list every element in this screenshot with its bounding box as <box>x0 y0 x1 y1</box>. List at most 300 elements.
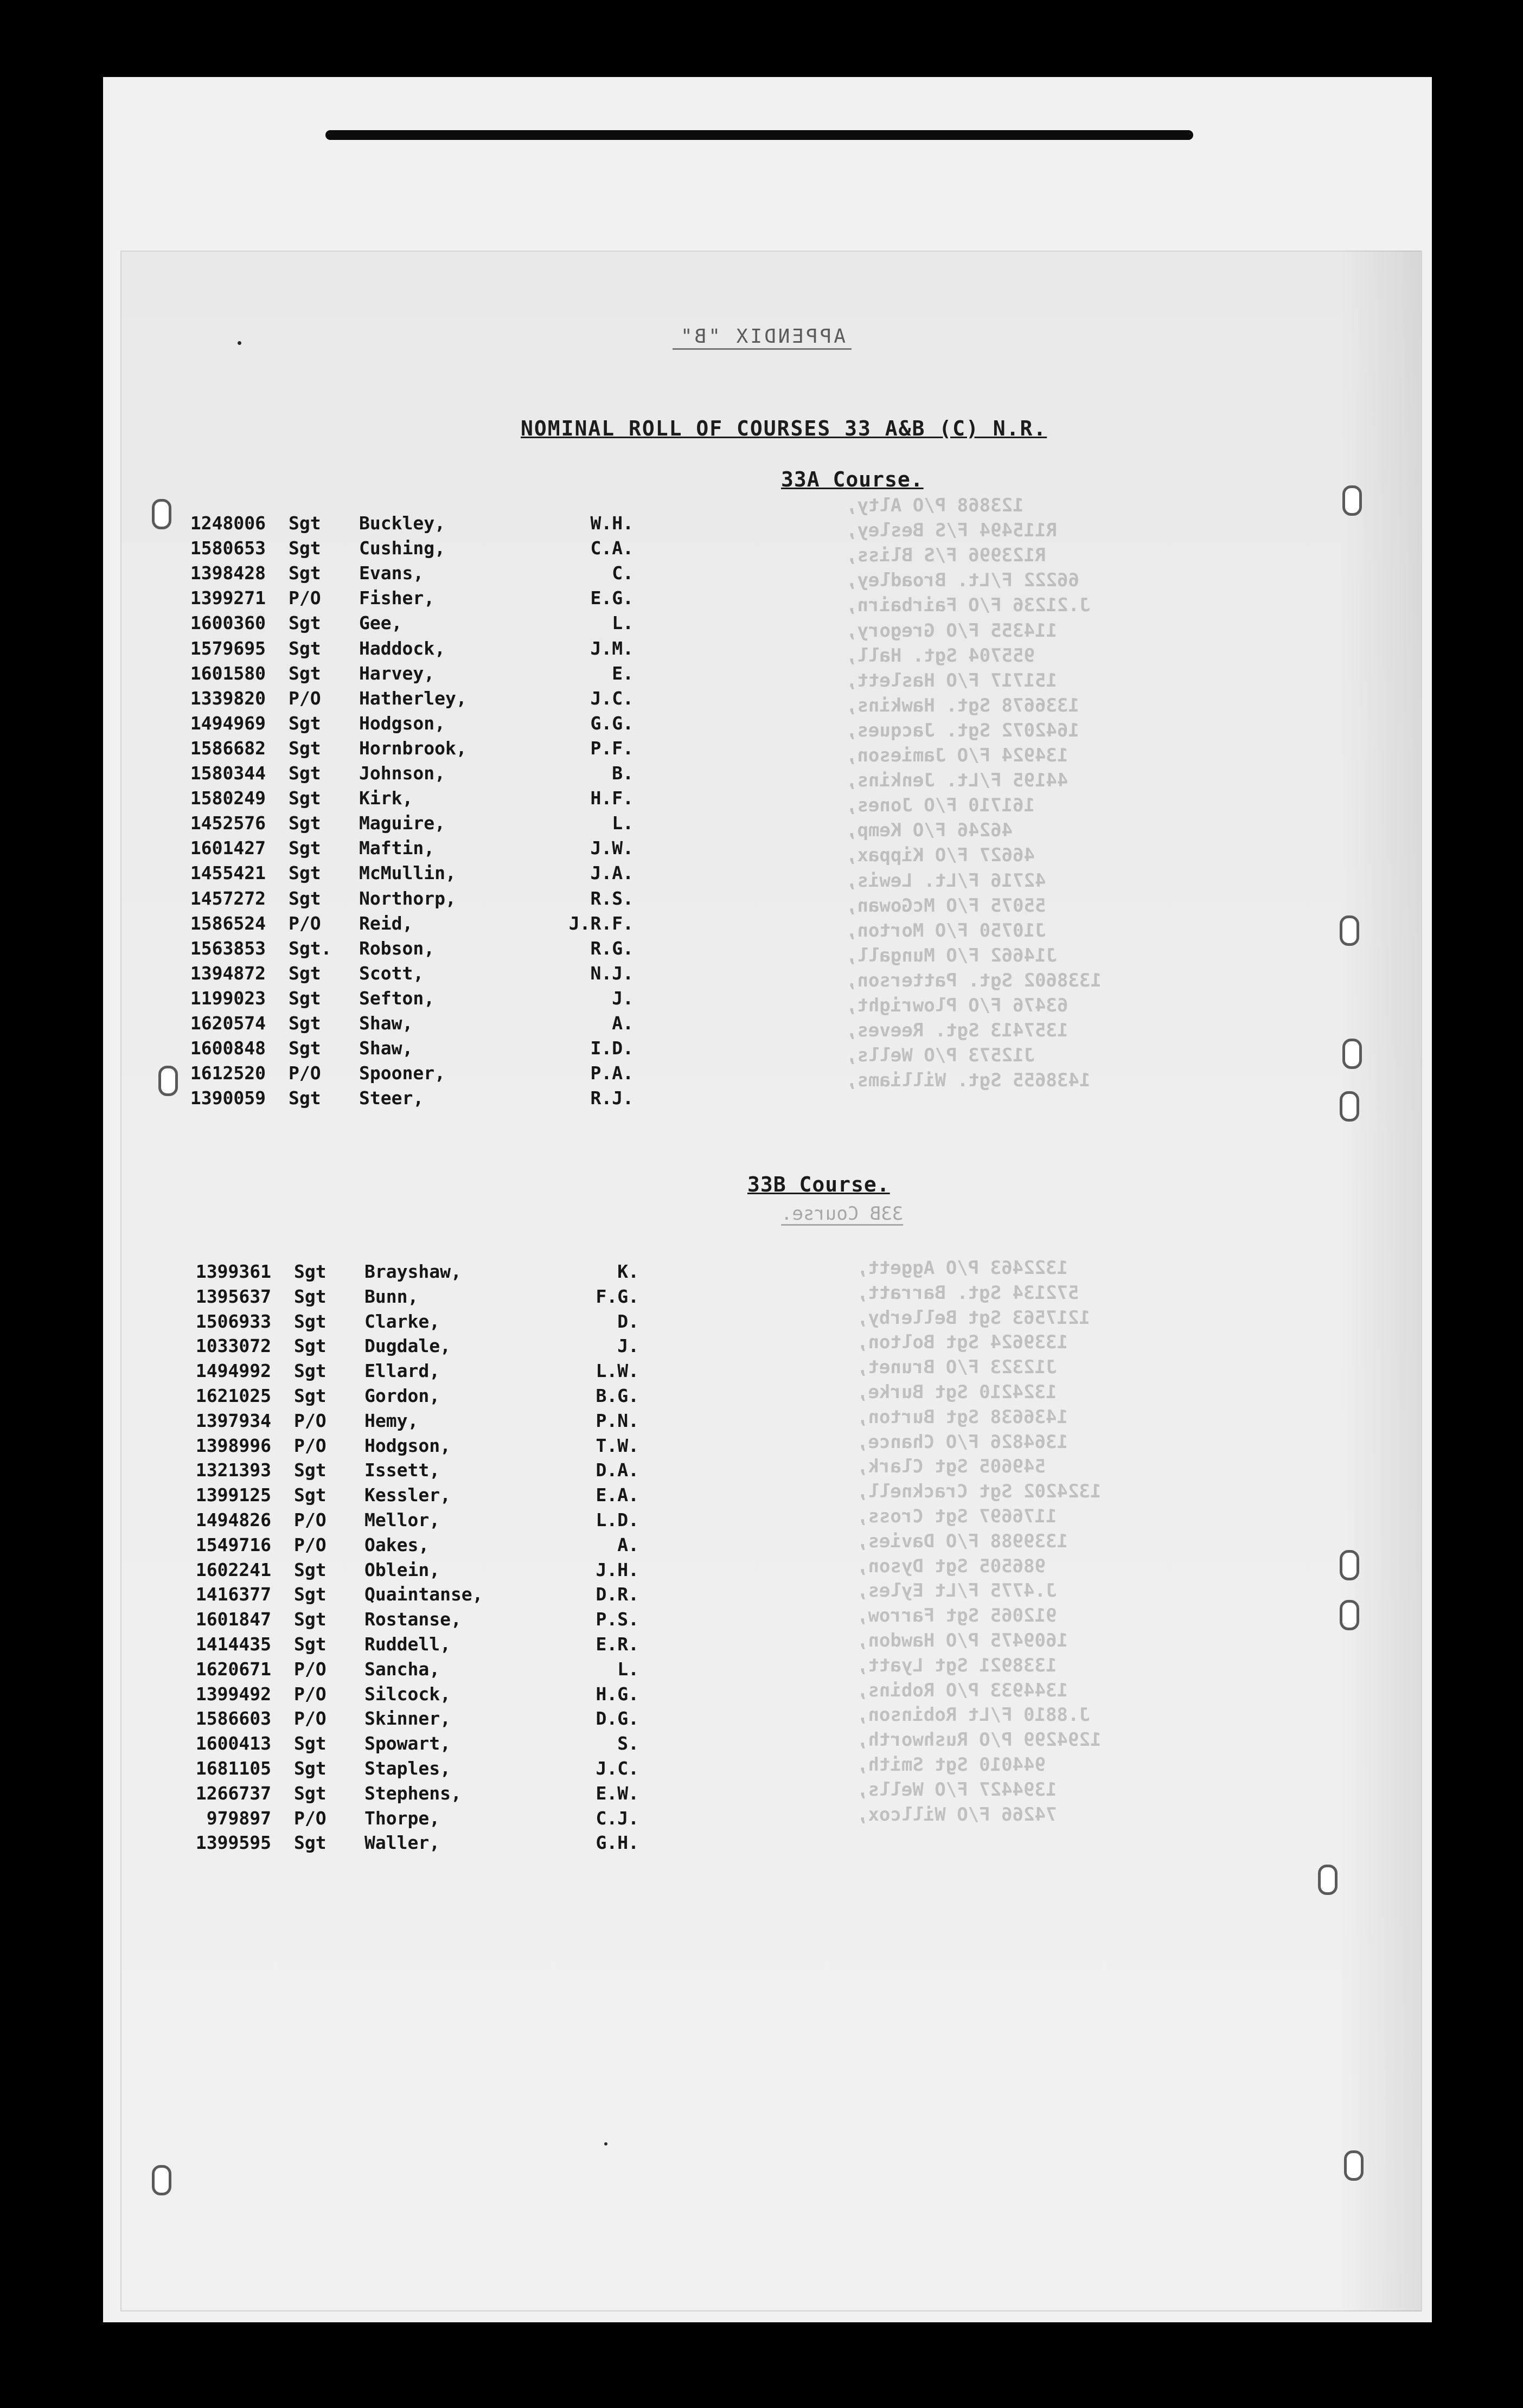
rank: Sgt <box>294 1261 327 1282</box>
initials: R.S. <box>590 887 633 909</box>
rank: Sgt <box>294 1484 327 1506</box>
showthrough-line: 55075 F/O McGowan, <box>846 894 1046 917</box>
showthrough-line: R123996 F/S Bliss, <box>846 545 1046 567</box>
roll-row <box>163 1086 640 1111</box>
initials: G.G. <box>590 712 633 734</box>
roll-row <box>163 761 640 786</box>
showthrough-line: 123868 P/O Alty, <box>846 495 1024 516</box>
showthrough-line: 1344933 P/O Robins, <box>857 1679 1068 1701</box>
initials: D.A. <box>596 1459 639 1481</box>
roll-row <box>168 1259 645 1284</box>
roll-row <box>163 636 640 661</box>
roll-row <box>168 1533 645 1558</box>
service-number: 1579695 <box>190 637 266 659</box>
surname: Quaintanse, <box>364 1584 483 1605</box>
roll-row <box>163 1036 640 1061</box>
initials: G.H. <box>596 1832 639 1854</box>
roll-row <box>168 1483 645 1508</box>
showthrough-line: J12573 P/O Wells, <box>846 1045 1035 1067</box>
initials: S. <box>617 1733 639 1754</box>
showthrough-line: 46246 F/O Kemp, <box>846 819 1013 842</box>
service-number: 1600848 <box>190 1038 266 1059</box>
surname: Hodgson, <box>359 712 445 734</box>
roll-row <box>163 611 640 636</box>
showthrough-line: 1609475 P/O Hawdon, <box>857 1630 1068 1651</box>
roll-row <box>168 1309 645 1334</box>
initials: J.R.F. <box>568 912 633 934</box>
surname: Silcock, <box>364 1683 451 1705</box>
initials: B.G. <box>596 1385 639 1406</box>
surname: Dugdale, <box>364 1335 451 1357</box>
surname: Thorpe, <box>364 1807 440 1829</box>
surname: Cushing, <box>359 537 445 559</box>
initials: L. <box>612 612 633 634</box>
rank: P/O <box>294 1683 327 1705</box>
surname: Hemy, <box>364 1410 419 1431</box>
surname: Robson, <box>359 937 435 959</box>
surname: Sefton, <box>359 987 435 1009</box>
initials: L.W. <box>596 1360 639 1382</box>
showthrough-line: R115494 F/S Besley, <box>846 520 1057 542</box>
showthrough-line: 1339988 F/O Davies, <box>857 1530 1068 1552</box>
service-number: 1602241 <box>195 1559 271 1580</box>
roll-row <box>168 1632 645 1657</box>
roll-row <box>163 811 640 836</box>
service-number: 1620574 <box>190 1013 266 1034</box>
roll-row <box>168 1830 645 1855</box>
punch-hole-icon <box>1342 1039 1362 1069</box>
rank: Sgt. <box>289 937 332 959</box>
showthrough-line: J.4775 F/Lt Eyles, <box>857 1580 1057 1602</box>
service-number: 1549716 <box>195 1534 271 1555</box>
showthrough-line: 1336678 Sgt. Hawkins, <box>846 694 1079 716</box>
showthrough-line: 549605 Sgt Clark, <box>857 1456 1046 1478</box>
document-title: NOMINAL ROLL OF COURSES 33 A&B (C) N.R. <box>521 417 1047 440</box>
surname: Maguire, <box>359 812 445 834</box>
showthrough-line: J.8810 F/Lt Robinson, <box>857 1704 1090 1726</box>
service-number: 1586603 <box>195 1708 271 1730</box>
surname: Waller, <box>364 1832 440 1854</box>
service-number: 1033072 <box>195 1335 271 1357</box>
surname: Scott, <box>359 962 424 984</box>
roll-row <box>168 1806 645 1831</box>
rank: Sgt <box>294 1459 327 1481</box>
rank: Sgt <box>294 1335 327 1357</box>
initials: N.J. <box>590 962 633 984</box>
surname: Haddock, <box>359 637 445 659</box>
service-number: 1399595 <box>195 1832 271 1854</box>
rank: P/O <box>289 1062 321 1084</box>
surname: Buckley, <box>359 513 445 534</box>
roll-row <box>168 1408 645 1433</box>
roll-row <box>168 1756 645 1781</box>
page-fold-shadow <box>1340 251 1421 2311</box>
surname: Hodgson, <box>364 1434 451 1456</box>
rank: Sgt <box>289 737 321 759</box>
surname: Evans, <box>359 562 424 584</box>
roll-row <box>163 1061 640 1086</box>
service-number: 1601847 <box>195 1609 271 1630</box>
punch-hole-icon <box>152 2165 171 2195</box>
surname: Clarke, <box>364 1310 440 1332</box>
service-number: 1455421 <box>190 862 266 884</box>
service-number: 1601580 <box>190 662 266 684</box>
initials: E.R. <box>596 1634 639 1655</box>
roll-row <box>168 1458 645 1483</box>
initials: D. <box>617 1310 639 1332</box>
service-number: 1399125 <box>195 1484 271 1506</box>
rank: Sgt <box>294 1559 327 1580</box>
initials: L.D. <box>596 1509 639 1530</box>
rank: Sgt <box>289 837 321 859</box>
roll-row <box>168 1433 645 1458</box>
punch-hole-icon <box>1342 485 1362 516</box>
rank: Sgt <box>294 1758 327 1779</box>
showthrough-line: 1642072 Sgt. Jacques, <box>846 719 1079 741</box>
surname: Gee, <box>359 612 402 634</box>
showthrough-line: J12323 F/O Brunet, <box>857 1356 1057 1379</box>
roll-row <box>168 1706 645 1731</box>
ink-speck <box>238 341 241 345</box>
surname: Kessler, <box>364 1484 451 1506</box>
initials: L. <box>612 812 633 834</box>
service-number: 1199023 <box>190 987 266 1009</box>
surname: Northorp, <box>359 887 456 909</box>
rank: Sgt <box>289 637 321 659</box>
initials: D.R. <box>596 1584 639 1605</box>
appendix-heading-showthrough: APPENDIX "B" <box>673 325 852 348</box>
showthrough-line: 66222 F/Lt. Broadley, <box>846 569 1079 592</box>
punch-hole-icon <box>1340 1550 1359 1580</box>
initials: E.W. <box>596 1782 639 1804</box>
roll-row <box>163 561 640 586</box>
initials: P.N. <box>596 1410 639 1431</box>
service-number: 1321393 <box>195 1459 271 1481</box>
service-number: 1266737 <box>195 1782 271 1804</box>
punch-hole-icon <box>1318 1865 1338 1895</box>
service-number: 1414435 <box>195 1634 271 1655</box>
initials: J.H. <box>596 1559 639 1580</box>
surname: Stephens, <box>364 1782 462 1804</box>
showthrough-line: J10750 F/O Morton, <box>846 919 1046 942</box>
service-number: 1248006 <box>190 513 266 534</box>
service-number: 1601427 <box>190 837 266 859</box>
initials: J. <box>612 987 633 1009</box>
surname: Skinner, <box>364 1708 451 1730</box>
showthrough-line: 134924 F/O Jamieson, <box>846 745 1068 766</box>
initials: H.F. <box>590 787 633 809</box>
rank: P/O <box>289 687 321 709</box>
punch-hole-icon <box>1340 1600 1359 1630</box>
showthrough-line: 44195 F/Lt. Jenkins, <box>846 770 1068 792</box>
rank: Sgt <box>289 962 321 984</box>
initials: C.A. <box>590 537 633 559</box>
rank: Sgt <box>289 1087 321 1109</box>
roll-row <box>163 911 640 936</box>
roll-row <box>163 736 640 761</box>
service-number: 1620671 <box>195 1658 271 1680</box>
showthrough-line: 1217563 Sgt Bellerby, <box>857 1307 1090 1329</box>
punch-hole-icon <box>1344 2150 1364 2181</box>
roll-row <box>168 1731 645 1756</box>
rank: P/O <box>294 1534 327 1555</box>
service-number: 1600360 <box>190 612 266 634</box>
service-number: 1621025 <box>195 1385 271 1406</box>
rank: Sgt <box>289 712 321 734</box>
roll-row <box>163 536 640 561</box>
rank: P/O <box>294 1410 327 1431</box>
top-rule-line <box>325 130 1193 140</box>
rank: Sgt <box>294 1733 327 1754</box>
showthrough-line: 1324210 Sgt Burke, <box>857 1381 1057 1403</box>
showthrough-line: 986505 Sgt Dyson, <box>857 1555 1046 1577</box>
roll-row <box>163 586 640 611</box>
showthrough-line: 1357413 Sgt. Reeves, <box>846 1020 1068 1042</box>
initials: J.C. <box>596 1758 639 1779</box>
roll-row <box>163 836 640 861</box>
service-number: 1681105 <box>195 1758 271 1779</box>
surname: Hornbrook, <box>359 737 467 759</box>
roll-row <box>168 1384 645 1408</box>
service-number: 1612520 <box>190 1062 266 1084</box>
showthrough-line: 114355 F/O Gregory, <box>846 619 1057 642</box>
roll-row <box>163 511 640 536</box>
surname: Bunn, <box>364 1285 419 1307</box>
service-number: 1580653 <box>190 537 266 559</box>
service-number: 1399271 <box>190 587 266 609</box>
showthrough-line: 1338921 Sgt Lyatt, <box>857 1654 1057 1676</box>
roll-row <box>168 1334 645 1359</box>
showthrough-line: 1394427 F/O Wells, <box>857 1778 1057 1801</box>
showthrough-line: J14662 F/O Mungall, <box>846 944 1057 966</box>
roll-row <box>168 1359 645 1384</box>
roll-row <box>168 1508 645 1533</box>
rank: Sgt <box>294 1634 327 1655</box>
initials: P.S. <box>596 1609 639 1630</box>
showthrough-line: 1339624 Sgt Bolton, <box>857 1331 1068 1354</box>
roll-row <box>168 1582 645 1607</box>
surname: Kirk, <box>359 787 413 809</box>
service-number: 1390059 <box>190 1087 266 1109</box>
initials: D.G. <box>596 1708 639 1730</box>
initials: J.A. <box>590 862 633 884</box>
rank: Sgt <box>294 1360 327 1382</box>
service-number: 1494826 <box>195 1509 271 1530</box>
rank: Sgt <box>294 1285 327 1307</box>
rank: Sgt <box>294 1584 327 1605</box>
surname: Issett, <box>364 1459 440 1481</box>
initials: F.G. <box>596 1285 639 1307</box>
surname: Ruddell, <box>364 1634 451 1655</box>
roll-row <box>163 986 640 1011</box>
rank: Sgt <box>289 787 321 809</box>
initials: K. <box>617 1261 639 1282</box>
rank: P/O <box>289 587 321 609</box>
rank: Sgt <box>294 1310 327 1332</box>
surname: Spowart, <box>364 1733 451 1754</box>
initials: E.A. <box>596 1484 639 1506</box>
initials: I.D. <box>590 1038 633 1059</box>
rank: Sgt <box>289 612 321 634</box>
section-b-heading-showthrough: 33B Course. <box>781 1203 904 1225</box>
service-number: 979897 <box>206 1807 271 1829</box>
service-number: 1398996 <box>195 1434 271 1456</box>
rank: Sgt <box>289 513 321 534</box>
rank: Sgt <box>289 662 321 684</box>
surname: Shaw, <box>359 1013 413 1034</box>
showthrough-line: 1294299 P/O Rushworth, <box>857 1729 1102 1751</box>
roll-row <box>163 936 640 961</box>
initials: W.H. <box>590 513 633 534</box>
initials: A. <box>617 1534 639 1555</box>
service-number: 1506933 <box>195 1310 271 1332</box>
showthrough-line: 1436638 Sgt Burton, <box>857 1406 1068 1428</box>
showthrough-line: 1176697 Sgt Cross, <box>857 1506 1057 1527</box>
showthrough-line: 1364826 F/O Chance, <box>857 1431 1068 1453</box>
rank: Sgt <box>289 862 321 884</box>
roll-row <box>168 1558 645 1583</box>
rank: Sgt <box>289 1038 321 1059</box>
roll-row <box>163 686 640 711</box>
rank: Sgt <box>289 562 321 584</box>
surname: Oblein, <box>364 1559 440 1580</box>
showthrough-line: 1338602 Sgt. Patterson, <box>846 969 1102 991</box>
initials: A. <box>612 1013 633 1034</box>
roll-row <box>163 711 640 736</box>
service-number: 1395637 <box>195 1285 271 1307</box>
punch-hole-icon <box>1340 1091 1359 1122</box>
section-a-heading: 33A Course. <box>781 467 924 491</box>
service-number: 1399492 <box>195 1683 271 1705</box>
surname: Ellard, <box>364 1360 440 1382</box>
ink-speck <box>604 2142 607 2146</box>
initials: H.G. <box>596 1683 639 1705</box>
roll-row <box>163 1011 640 1036</box>
showthrough-line: 944010 Sgt Smith, <box>857 1754 1046 1776</box>
initials: R.J. <box>590 1087 633 1109</box>
service-number: 1452576 <box>190 812 266 834</box>
rank: Sgt <box>294 1782 327 1804</box>
showthrough-line: 955704 Sgt. Hall, <box>846 644 1035 667</box>
showthrough-line: 42716 F/Lt. Lewis, <box>846 869 1046 892</box>
roll-row <box>168 1284 645 1309</box>
roll-row <box>168 1607 645 1632</box>
rank: Sgt <box>294 1385 327 1406</box>
initials: P.F. <box>590 737 633 759</box>
service-number: 1399361 <box>195 1261 271 1282</box>
service-number: 1397934 <box>195 1410 271 1431</box>
roll-row <box>163 786 640 811</box>
surname: Fisher, <box>359 587 435 609</box>
surname: Staples, <box>364 1758 451 1779</box>
showthrough-line: 1438655 Sgt. Williams, <box>846 1069 1091 1092</box>
roll-row <box>163 861 640 886</box>
showthrough-line: 74266 F/O Willcox, <box>857 1803 1057 1826</box>
initials: T.W. <box>596 1434 639 1456</box>
service-number: 1416377 <box>195 1584 271 1605</box>
roll-row <box>168 1657 645 1682</box>
surname: Spooner, <box>359 1062 445 1084</box>
surname: Steer, <box>359 1087 424 1109</box>
surname: Sancha, <box>364 1658 440 1680</box>
service-number: 1586524 <box>190 912 266 934</box>
service-number: 1339820 <box>190 687 266 709</box>
service-number: 1563853 <box>190 937 266 959</box>
showthrough-line: 1324202 Sgt Cracknell, <box>857 1481 1102 1503</box>
surname: Hatherley, <box>359 687 467 709</box>
surname: McMullin, <box>359 862 456 884</box>
initials: P.A. <box>590 1062 633 1084</box>
rank: Sgt <box>289 812 321 834</box>
section-b-heading: 33B Course. <box>747 1173 890 1196</box>
service-number: 1586682 <box>190 737 266 759</box>
rank: Sgt <box>294 1609 327 1630</box>
surname: Shaw, <box>359 1038 413 1059</box>
rank: P/O <box>294 1509 327 1530</box>
initials: E.G. <box>590 587 633 609</box>
roll-row <box>163 661 640 686</box>
surname: Brayshaw, <box>364 1261 462 1282</box>
surname: Maftin, <box>359 837 435 859</box>
rank: P/O <box>294 1434 327 1456</box>
initials: J.W. <box>590 837 633 859</box>
initials: C. <box>612 562 633 584</box>
surname: Harvey, <box>359 662 435 684</box>
service-number: 1494969 <box>190 712 266 734</box>
surname: Rostanse, <box>364 1609 462 1630</box>
service-number: 1398428 <box>190 562 266 584</box>
service-number: 1494992 <box>195 1360 271 1382</box>
showthrough-line: 151717 F/O Haslett, <box>846 669 1057 691</box>
initials: B. <box>612 763 633 784</box>
rank: Sgt <box>289 1013 321 1034</box>
initials: R.G. <box>590 937 633 959</box>
initials: J. <box>617 1335 639 1357</box>
initials: E. <box>612 662 633 684</box>
rank: Sgt <box>289 537 321 559</box>
surname: Johnson, <box>359 763 445 784</box>
showthrough-line: 63476 F/O Plowright, <box>846 995 1068 1016</box>
service-number: 1580344 <box>190 763 266 784</box>
service-number: 1457272 <box>190 887 266 909</box>
rank: Sgt <box>289 887 321 909</box>
showthrough-line: 46627 F/O Kippax, <box>846 844 1035 867</box>
surname: Mellor, <box>364 1509 440 1530</box>
roll-row <box>163 886 640 911</box>
rank: Sgt <box>289 763 321 784</box>
surname: Reid, <box>359 912 413 934</box>
showthrough-line: 572134 Sgt. Barratt, <box>857 1282 1079 1304</box>
service-number: 1394872 <box>190 962 266 984</box>
surname: Oakes, <box>364 1534 430 1555</box>
roll-row <box>168 1781 645 1806</box>
rank: P/O <box>294 1708 327 1730</box>
service-number: 1600413 <box>195 1733 271 1754</box>
rank: Sgt <box>294 1832 327 1854</box>
rank: Sgt <box>289 987 321 1009</box>
initials: C.J. <box>596 1807 639 1829</box>
initials: J.C. <box>590 687 633 709</box>
initials: L. <box>617 1658 639 1680</box>
initials: J.M. <box>590 637 633 659</box>
showthrough-line: J.21236 F/O Fairbairn, <box>846 594 1091 617</box>
rank: P/O <box>289 912 321 934</box>
roll-row <box>168 1682 645 1707</box>
rank: P/O <box>294 1807 327 1829</box>
roll-row <box>163 961 640 986</box>
service-number: 1580249 <box>190 787 266 809</box>
surname: Gordon, <box>364 1385 440 1406</box>
